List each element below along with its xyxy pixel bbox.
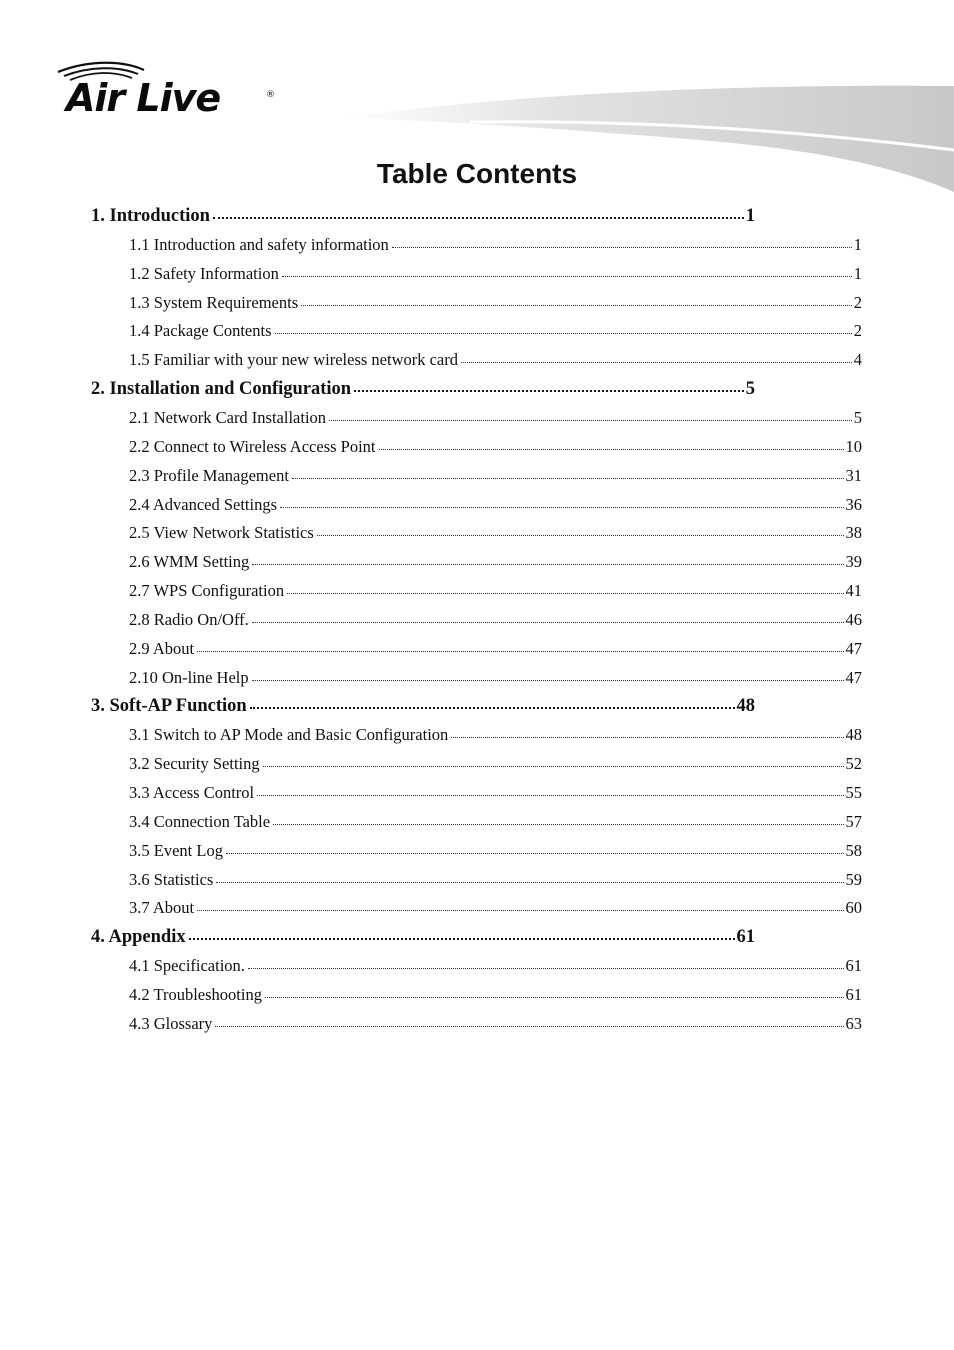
toc-dot-leader: [275, 333, 852, 334]
toc-page-number: 63: [845, 1013, 862, 1033]
toc-dot-leader: [197, 651, 843, 652]
toc-dot-leader: [215, 1026, 843, 1027]
toc-subsection-entry[interactable]: [129, 466, 862, 486]
toc-entry-label: 1. Introduction: [91, 206, 210, 226]
toc-page-number: 5: [745, 379, 755, 400]
toc-dot-leader: [329, 420, 852, 421]
registered-mark: ®: [266, 90, 275, 100]
toc-subsection-entry[interactable]: [129, 293, 862, 313]
airlive-logo: Air Live: [66, 76, 221, 120]
toc-entry-label: 4.3 Glossary: [129, 1013, 213, 1033]
toc-dot-leader: [354, 390, 744, 392]
toc-page-number: 48: [845, 725, 862, 745]
toc-entry-label: 2. Installation and Configuration: [91, 379, 352, 400]
toc-subsection-entry[interactable]: [129, 523, 862, 543]
toc-section-entry[interactable]: [91, 379, 755, 400]
toc-page-number: 2: [853, 321, 862, 341]
toc-subsection-entry[interactable]: [129, 841, 862, 861]
toc-page-number: 52: [845, 754, 862, 774]
toc-entry-label: 1.2 Safety Information: [129, 263, 279, 283]
toc-entry-label: 3.3 Access Control: [129, 783, 255, 802]
toc-dot-leader: [451, 737, 843, 738]
toc-page-number: 41: [845, 581, 862, 601]
toc-page-number: 10: [845, 436, 862, 456]
toc-dot-leader: [226, 853, 844, 854]
toc-subsection-entry[interactable]: [129, 552, 862, 572]
toc-subsection-entry[interactable]: [129, 668, 862, 688]
toc-dot-leader: [392, 247, 852, 248]
toc-dot-leader: [282, 276, 852, 277]
toc-subsection-entry[interactable]: [129, 812, 862, 832]
toc-page-number: 31: [845, 465, 862, 485]
toc-subsection-entry[interactable]: [129, 870, 862, 890]
toc-entry-label: 2.9 About: [129, 638, 195, 658]
toc-page-number: 1: [745, 206, 755, 226]
toc-subsection-entry[interactable]: [129, 350, 862, 370]
toc-dot-leader: [252, 680, 844, 681]
toc-entry-label: 3.7 About: [129, 898, 195, 918]
toc-subsection-entry[interactable]: [129, 495, 862, 515]
toc-page-number: 61: [736, 927, 755, 948]
toc-entry-label: 1.4 Package Contents: [129, 321, 272, 341]
toc-entry-label: 2.7 WPS Configuration: [129, 581, 285, 601]
toc-subsection-entry[interactable]: [129, 581, 862, 601]
toc-subsection-entry[interactable]: [129, 956, 862, 976]
toc-dot-leader: [317, 535, 844, 536]
toc-entry-label: 4. Appendix: [91, 927, 186, 948]
toc-entry-label: 3.6 Statistics: [129, 869, 214, 889]
toc-entry-label: 1.5 Familiar with your new wireless network card: [129, 350, 459, 370]
toc-page-number: 46: [845, 609, 862, 629]
toc-page-number: 60: [845, 898, 862, 918]
toc-page-number: 59: [845, 869, 862, 889]
toc-page-number: 61: [845, 984, 862, 1004]
toc-subsection-entry[interactable]: [129, 1014, 862, 1034]
toc-dot-leader: [250, 707, 735, 709]
toc-dot-leader: [213, 217, 744, 219]
toc-entry-label: 2.2 Connect to Wireless Access Point: [129, 436, 376, 456]
toc-page-number: 4: [853, 350, 862, 370]
page-title: Table Contents: [376, 158, 578, 189]
toc-page-number: 38: [845, 523, 862, 543]
toc-page-number: 61: [845, 956, 862, 976]
toc-dot-leader: [301, 305, 852, 306]
toc-page-number: 55: [845, 783, 862, 802]
toc-page-number: 57: [845, 811, 862, 831]
toc-dot-leader: [216, 882, 843, 883]
toc-subsection-entry[interactable]: [129, 321, 862, 341]
toc-entry-label: 2.6 WMM Setting: [129, 552, 250, 572]
toc-dot-leader: [265, 997, 844, 998]
toc-dot-leader: [461, 362, 852, 363]
toc-dot-leader: [273, 824, 843, 825]
toc-entry-label: 2.10 On-line Help: [129, 667, 249, 687]
toc-page-number: 1: [853, 263, 862, 283]
toc-dot-leader: [252, 622, 844, 623]
toc-dot-leader: [379, 449, 844, 450]
toc-page-number: 48: [736, 696, 755, 717]
toc-dot-leader: [280, 507, 843, 508]
toc-subsection-entry[interactable]: [129, 639, 862, 659]
toc-subsection-entry[interactable]: [129, 725, 862, 745]
toc-entry-label: 2.8 Radio On/Off.: [129, 609, 249, 629]
toc-entry-label: 4.1 Specification.: [129, 956, 245, 976]
toc-subsection-entry[interactable]: [129, 235, 862, 255]
toc-entry-label: 2.5 View Network Statistics: [129, 523, 314, 543]
toc-section-entry[interactable]: [91, 696, 755, 717]
toc-entry-label: 3.5 Event Log: [129, 840, 223, 860]
toc-entry-label: 4.2 Troubleshooting: [129, 984, 262, 1004]
toc-subsection-entry[interactable]: [129, 610, 862, 630]
toc-dot-leader: [257, 795, 843, 796]
toc-page-number: 39: [845, 552, 862, 572]
toc-subsection-entry[interactable]: [129, 754, 862, 774]
toc-page-number: 36: [845, 494, 862, 514]
toc-subsection-entry[interactable]: [129, 783, 862, 803]
toc-entry-label: 2.4 Advanced Settings: [129, 494, 278, 514]
toc-dot-leader: [287, 593, 843, 594]
toc-entry-label: 3.4 Connection Table: [129, 811, 271, 831]
toc-section-entry[interactable]: [91, 206, 755, 227]
toc-page-number: 47: [845, 638, 862, 658]
toc-subsection-entry[interactable]: [129, 898, 862, 918]
toc-page-number: 58: [845, 840, 862, 860]
toc-entry-label: 3. Soft-AP Function: [91, 696, 247, 717]
toc-dot-leader: [263, 766, 844, 767]
toc-page-number: 2: [853, 292, 862, 312]
toc-entry-label: 1.3 System Requirements: [129, 292, 299, 312]
toc-dot-leader: [292, 478, 844, 479]
toc-subsection-entry[interactable]: [129, 408, 862, 428]
toc-dot-leader: [252, 564, 843, 565]
toc-subsection-entry[interactable]: [129, 264, 862, 284]
toc-dot-leader: [189, 938, 735, 940]
toc-dot-leader: [197, 910, 843, 911]
toc-entry-label: 1.1 Introduction and safety information: [129, 234, 389, 254]
toc-page-number: 47: [845, 667, 862, 687]
toc-entry-label: 3.1 Switch to AP Mode and Basic Configuration: [129, 725, 449, 745]
toc-subsection-entry[interactable]: [129, 437, 862, 457]
toc-entry-label: 3.2 Security Setting: [129, 754, 260, 774]
toc-section-entry[interactable]: [91, 927, 755, 948]
toc-entry-label: 2.3 Profile Management: [129, 465, 289, 485]
toc-dot-leader: [248, 968, 844, 969]
toc-entry-label: 2.1 Network Card Installation: [129, 407, 327, 427]
toc-page-number: 1: [853, 234, 862, 254]
toc-page-number: 5: [853, 407, 862, 427]
toc-subsection-entry[interactable]: [129, 985, 862, 1005]
